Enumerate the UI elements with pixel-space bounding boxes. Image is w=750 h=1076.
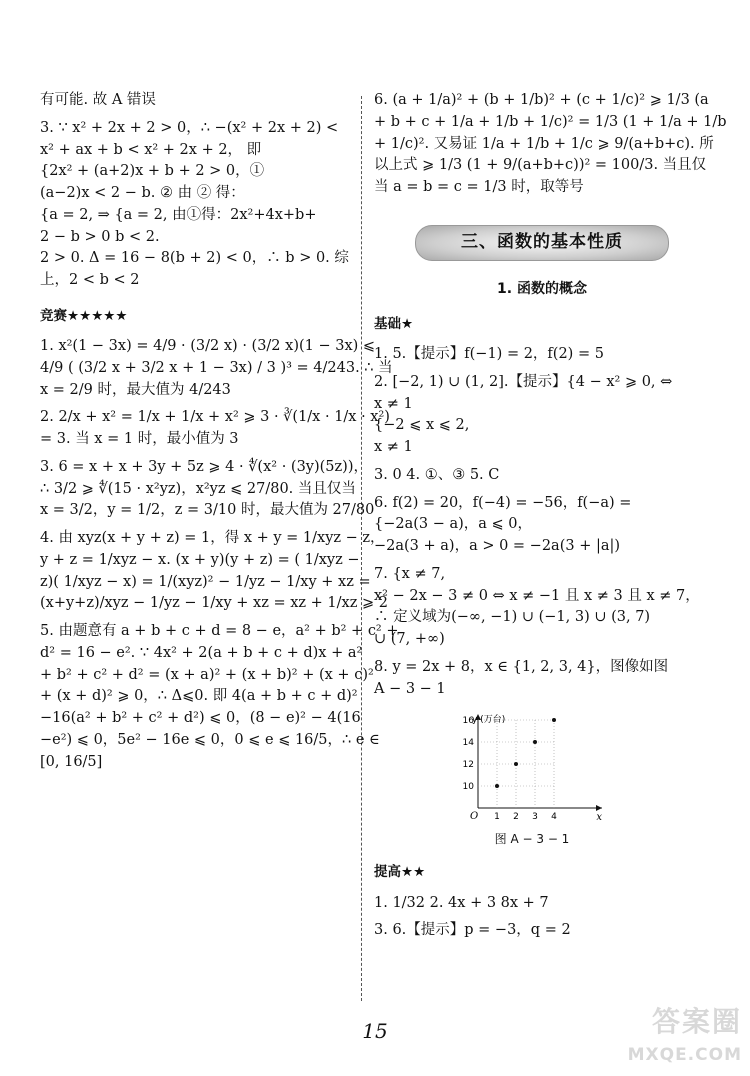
data-point — [552, 718, 556, 722]
y-tick-label: 14 — [462, 738, 474, 749]
y-tick-label: 12 — [462, 760, 474, 771]
text-line: 5. 由题意有 a + b + c + d = 8 − e，a² + b² + c² + — [40, 623, 399, 639]
watermark — [628, 1001, 742, 1069]
competition-item-3 — [40, 457, 375, 522]
text-line: y + z = 1/xyz − x. (x + y)(y + z) = ( 1/xyz − — [40, 551, 360, 568]
watermark-line-1: 答案圈 — [651, 1004, 742, 1038]
text-line: 6. (a + 1/a)² + (b + 1/b)² + (c + 1/c)² ⩾ 1/3 (a — [374, 92, 709, 108]
text-line: 7. {x ≠ 7, — [374, 565, 446, 582]
text-line: 6. f(2) = 20，f(−4) = −56，f(−a) = — [374, 494, 632, 511]
text-line: {−2a(3 − a)，a ⩽ 0， — [374, 516, 533, 533]
x-tick-label: 3 — [532, 812, 538, 823]
text-line: 1. 1/32 2. 4x + 3 8x + 7 — [374, 894, 549, 911]
text-line: z)( 1/xyz − x) = 1/(xyz)² − 1/yz − 1/xy + xz = — [40, 573, 371, 590]
text-line: x² − 2x − 3 ≠ 0 ⇔ x ≠ −1 且 x ≠ 3 且 x ≠ 7， — [374, 587, 700, 604]
text-line: {a = 2, ⇒ {a = 2, 由①得：2x²+4x+b+ — [40, 206, 317, 223]
text-line: 有可能. 故 A 错误 — [40, 92, 156, 108]
competition-item-2 — [40, 407, 390, 451]
text-line: 2 > 0. Δ = 16 − 8(b + 2) < 0，∴ b > 0. 综 — [40, 250, 349, 267]
x-tick-label: 2 — [513, 812, 519, 823]
section-heading-advanced: 提高★★ — [374, 864, 426, 881]
text-line: + b² + c² + d² = (x + a)² + (x + b)² + (x + c)² — [40, 666, 374, 683]
item-6 — [374, 90, 727, 199]
y-axis-label: y (万台) — [472, 715, 506, 726]
watermark-line-2: MXQE.COM — [627, 1044, 742, 1065]
text-line: 当 a = b = c = 1/3 时，取等号 — [374, 179, 584, 195]
x-tick-label: 1 — [494, 812, 500, 823]
y-tick-label: 10 — [462, 782, 474, 793]
text-line: 上，2 < b < 2 — [40, 272, 140, 288]
column-divider — [361, 96, 362, 1001]
left-block-0 — [40, 90, 358, 112]
basic-item-1 — [374, 344, 710, 366]
figure-a-3-1 — [452, 708, 612, 848]
text-line: A − 3 − 1 — [374, 680, 446, 697]
text-line: 3. 6.【提示】p = −3，q = 2 — [374, 922, 571, 939]
competition-item-1 — [40, 336, 393, 401]
right-column — [374, 90, 727, 948]
text-line: 3. 6 = x + x + 3y + 5z ⩾ 4 · ∜(x² · (3y)(5z))， — [40, 458, 368, 475]
text-line: d² = 16 − e². ∵ 4x² + 2(a + b + c + d)x + a² — [40, 644, 363, 661]
x-axis-label: x — [596, 812, 602, 824]
data-point — [533, 740, 537, 744]
subsection-title: 1. 函数的概念 — [497, 280, 587, 297]
data-point — [495, 784, 499, 788]
text-line: + 1/c)². 又易证 1/a + 1/b + 1/c ⩾ 9/(a+b+c). 所 — [374, 135, 714, 152]
text-line: x ≠ 1 — [374, 439, 413, 455]
text-line: {−2 ⩽ x ⩽ 2, — [374, 417, 470, 434]
text-line: 3. 0 4. ①、③ 5. C — [374, 466, 500, 483]
advanced-item-1-2 — [374, 893, 710, 915]
text-line: 1. x²(1 − 3x) = 4/9 · (3/2 x) · (3/2 x)(1 − 3x) ⩽ — [40, 338, 376, 354]
competition-item-5 — [40, 621, 399, 773]
text-line: −e²) ⩽ 0，5e² − 16e ⩽ 0，0 ⩽ e ⩽ 16/5，∴ e ∈ — [40, 731, 380, 748]
origin-label: O — [470, 811, 479, 823]
text-line: 2. 2/x + x² = 1/x + 1/x + x² ⩾ 3 · ∛(1/x · 1/x · x²) — [40, 409, 390, 426]
text-line: 2. [−2, 1) ∪ (1, 2].【提示】{4 − x² ⩾ 0, ⇔ — [374, 373, 673, 390]
text-line: x² + ax + b < x² + 2x + 2， 即 — [40, 141, 262, 158]
text-line: x = 2/9 时，最大值为 4/243 — [40, 381, 231, 398]
basic-item-2 — [374, 372, 710, 459]
section-heading-competition: 竞赛★★★★★ — [40, 307, 128, 324]
basic-item-6 — [374, 493, 710, 558]
text-line: 8. y = 2x + 8，x ∈ {1, 2, 3, 4}，图像如图 — [374, 658, 669, 675]
text-line: {2x² + (a+2)x + b + 2 > 0，① — [40, 163, 265, 180]
left-block-1 — [40, 118, 358, 292]
text-line: −2a(3 + a)，a > 0 = −2a(3 + |a|) — [374, 538, 621, 554]
text-line: −16(a² + b² + c² + d²) ⩽ 0，(8 − e)² − 4(16 — [40, 710, 361, 726]
figure-caption: 图 A − 3 − 1 — [494, 832, 570, 847]
advanced-item-3 — [374, 920, 710, 942]
text-line: 1. 5.【提示】f(−1) = 2，f(2) = 5 — [374, 346, 604, 362]
section-heading-basic: 基础★ — [374, 315, 414, 332]
text-line: (a−2)x < 2 − b. ② 由 ② 得： — [40, 185, 245, 201]
x-tick-label: 4 — [551, 812, 557, 823]
text-line: ∴ 3/2 ⩾ ∜(15 · x²yz)，x²yz ⩽ 27/80. 当且仅当 — [40, 480, 356, 497]
data-point — [514, 762, 518, 766]
text-line: 2 − b > 0 b < 2. — [40, 228, 160, 245]
text-line: [0, 16/5] — [40, 753, 103, 770]
basic-item-3-5 — [374, 465, 710, 487]
text-line: 4. 由 xyz(x + y + z) = 1，得 x + y = 1/xyz − z， — [40, 530, 385, 546]
text-line: ∪ (7, +∞) — [374, 631, 445, 647]
text-line: 3. ∵ x² + 2x + 2 > 0，∴ −(x² + 2x + 2) < — [40, 119, 339, 136]
text-line: x ≠ 1 — [374, 395, 413, 412]
chapter-banner — [415, 225, 669, 261]
text-line: ∴ 定义域为(−∞, −1) ∪ (−1, 3) ∪ (3, 7) — [374, 609, 651, 626]
scatter-chart — [452, 708, 612, 828]
text-line: 4/9 ( (3/2 x + 3/2 x + 1 − 3x) / 3 )³ = 4/243. ∴ 当 — [40, 359, 393, 376]
x-axis-arrow — [596, 805, 602, 811]
text-line: + (x + d)² ⩾ 0，∴ Δ⩽0. 即 4(a + b + c + d)² — [40, 688, 358, 705]
text-line: = 3. 当 x = 1 时，最小值为 3 — [40, 431, 239, 447]
y-tick-label: 16 — [462, 716, 474, 727]
text-line: 以上式 ⩾ 1/3 (1 + 9/(a+b+c))² = 100/3. 当且仅 — [374, 157, 707, 174]
page-number: 15 — [362, 1019, 388, 1043]
basic-item-8 — [374, 657, 710, 701]
chapter-title: 三、函数的基本性质 — [461, 232, 623, 252]
text-line: + b + c + 1/a + 1/b + 1/c)² = 1/3 (1 + 1/a + 1/b — [374, 113, 727, 130]
competition-item-4 — [40, 528, 388, 615]
text-line: (x+y+z)/xyz − 1/yz − 1/xy + xz = xz + 1/xz ⩾ 2 — [40, 595, 388, 612]
basic-item-7 — [374, 564, 710, 651]
text-line: x = 3/2，y = 1/2，z = 3/10 时，最大值为 27/80 — [40, 502, 375, 519]
